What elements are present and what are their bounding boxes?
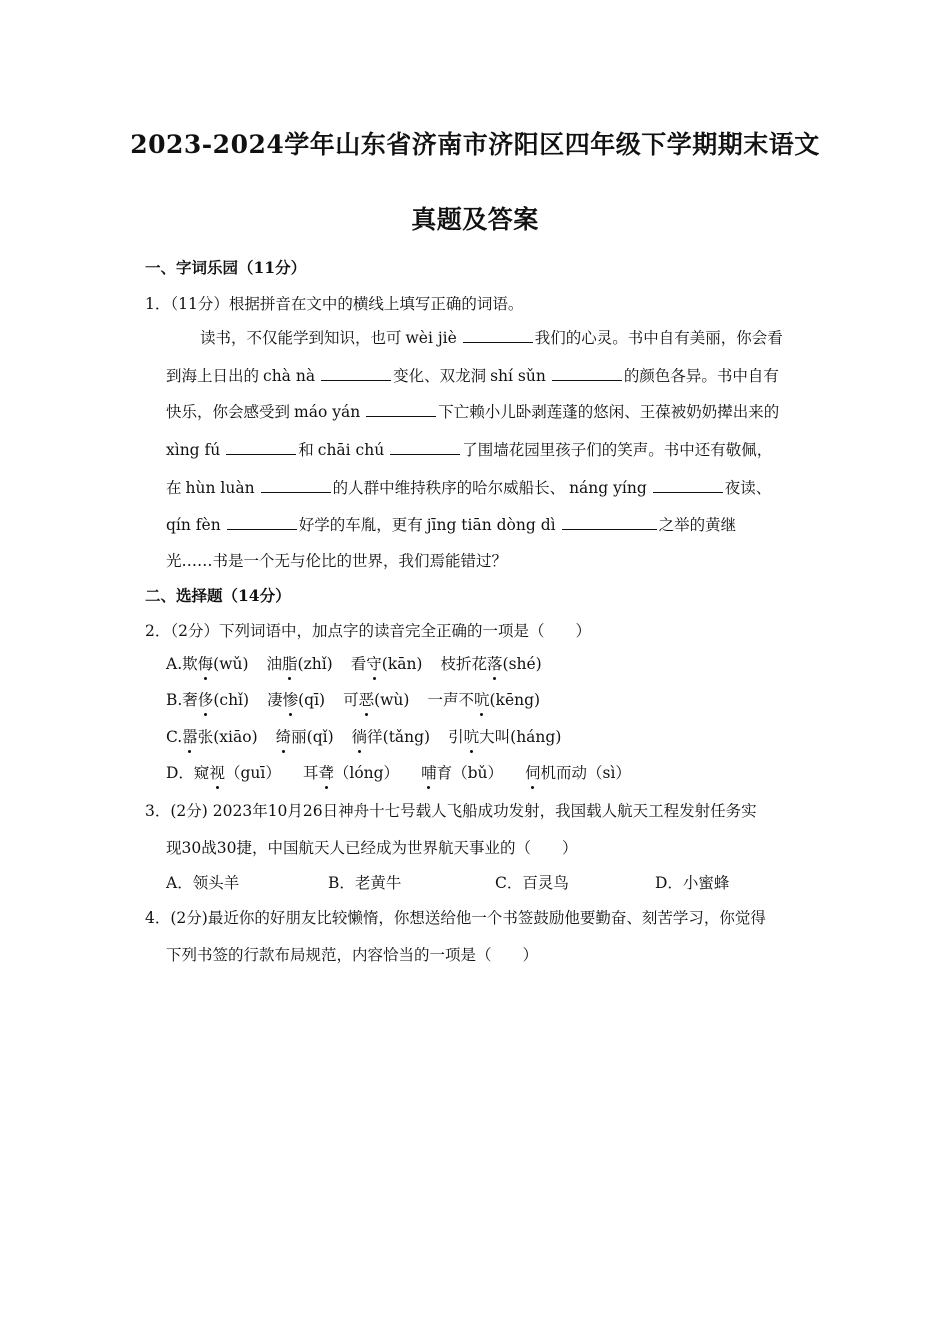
document-title-line-2: 真题及答案 [411, 205, 539, 234]
pinyin-hun-luan: hùn luàn [185, 479, 255, 497]
q3-option-b[interactable]: B．老黄牛 [328, 874, 402, 892]
answer-blank-10[interactable] [562, 515, 657, 530]
q1-passage-line-1: 读书，不仅能学到知识，也可 wèi jiè 我们的心灵。书中自有美丽，你会看 [200, 329, 783, 347]
answer-blank-6[interactable] [390, 440, 460, 455]
q1-passage-line-5: 在 hùn luàn 的人群中维持秩序的哈尔威船长、 náng yíng 夜读、 [166, 479, 772, 497]
q3-option-a[interactable]: A．领头羊 [166, 874, 240, 892]
answer-blank-1[interactable] [463, 328, 533, 343]
answer-blank-4[interactable] [366, 402, 436, 417]
q3-stem-line-2: 现30战30捷，中国航天人已经成为世界航天事业的（ ） [166, 839, 578, 857]
q3-option-c[interactable]: C．百灵鸟 [495, 874, 569, 892]
q2-option-d[interactable]: D．窥视（guī） 耳聋（lóng） 哺育（bǔ） 伺机而动（sì） [166, 764, 631, 782]
pinyin-mao-yan: máo yán [294, 403, 361, 421]
q4-stem-line-1: 4．(2分)最近你的好朋友比较懒惰，你想送给他一个书签鼓励他要勤奋、刻苦学习，你觉得 [145, 909, 766, 927]
q3-option-d[interactable]: D．小蜜蜂 [655, 874, 730, 892]
answer-blank-8[interactable] [653, 478, 723, 493]
pinyin-shi-sun: shí sǔn [490, 367, 546, 385]
answer-blank-3[interactable] [552, 366, 622, 381]
q2-option-c[interactable]: C.嚣张(xiāo) 绮丽(qǐ) 徜徉(tǎng) 引吭大叫(háng) [166, 728, 562, 746]
pinyin-xing-fu: xìng fú [166, 441, 221, 459]
q1-passage-line-7: 光……书是一个无与伦比的世界，我们焉能错过？ [166, 552, 508, 570]
q1-passage-line-3: 快乐，你会感受到 máo yán 下亡赖小儿卧剥莲蓬的悠闲、王葆被奶奶撵出来的 [166, 403, 780, 421]
q1-passage-line-6: qín fèn 好学的车胤，更有 jīng tiān dòng dì 之举的黄继 [166, 516, 737, 534]
answer-blank-5[interactable] [226, 440, 296, 455]
q2-option-a[interactable]: A.欺侮(wǔ) 油脂(zhǐ) 看守(kān) 枝折花落(shé) [166, 655, 542, 673]
document-title-line-1: 2023-2024学年山东省济南市济阳区四年级下学期期末语文 [130, 130, 820, 159]
q3-stem-line-1: 3．(2分) 2023年10月26日神舟十七号载人飞船成功发射，我国载人航天工程发射任务实 [145, 802, 757, 820]
q1-stem: 1．（11分）根据拼音在文中的横线上填写正确的词语。 [145, 295, 524, 313]
pinyin-qin-fen: qín fèn [166, 516, 221, 534]
pinyin-cha-na: chà nà [263, 367, 316, 385]
answer-blank-2[interactable] [321, 366, 391, 381]
section-1-heading: 一、字词乐园（11分） [145, 258, 307, 277]
pinyin-nang-ying: náng yíng [569, 479, 647, 497]
answer-blank-9[interactable] [227, 515, 297, 530]
q2-option-b[interactable]: B.奢侈(chǐ) 凄惨(qī) 可恶(wù) 一声不吭(kēng) [166, 691, 541, 709]
pinyin-wei-jie: wèi jiè [405, 329, 457, 347]
q1-passage-line-2: 到海上日出的 chà nà 变化、双龙洞 shí sǔn 的颜色各异。书中自有 [166, 367, 779, 385]
section-2-heading: 二、选择题（14分） [145, 586, 291, 605]
q2-stem: 2．（2分）下列词语中，加点字的读音完全正确的一项是（ ） [145, 622, 591, 640]
answer-blank-7[interactable] [261, 478, 331, 493]
pinyin-jing-tian-dong-di: jīng tiān dòng dì [426, 516, 556, 534]
q1-passage-line-4: xìng fú 和 chāi chú 了围墙花园里孩子们的笑声。书中还有敬佩， [166, 441, 773, 459]
q4-stem-line-2: 下列书签的行款布局规范，内容恰当的一项是（ ） [166, 946, 539, 964]
pinyin-chai-chu: chāi chú [317, 441, 385, 459]
